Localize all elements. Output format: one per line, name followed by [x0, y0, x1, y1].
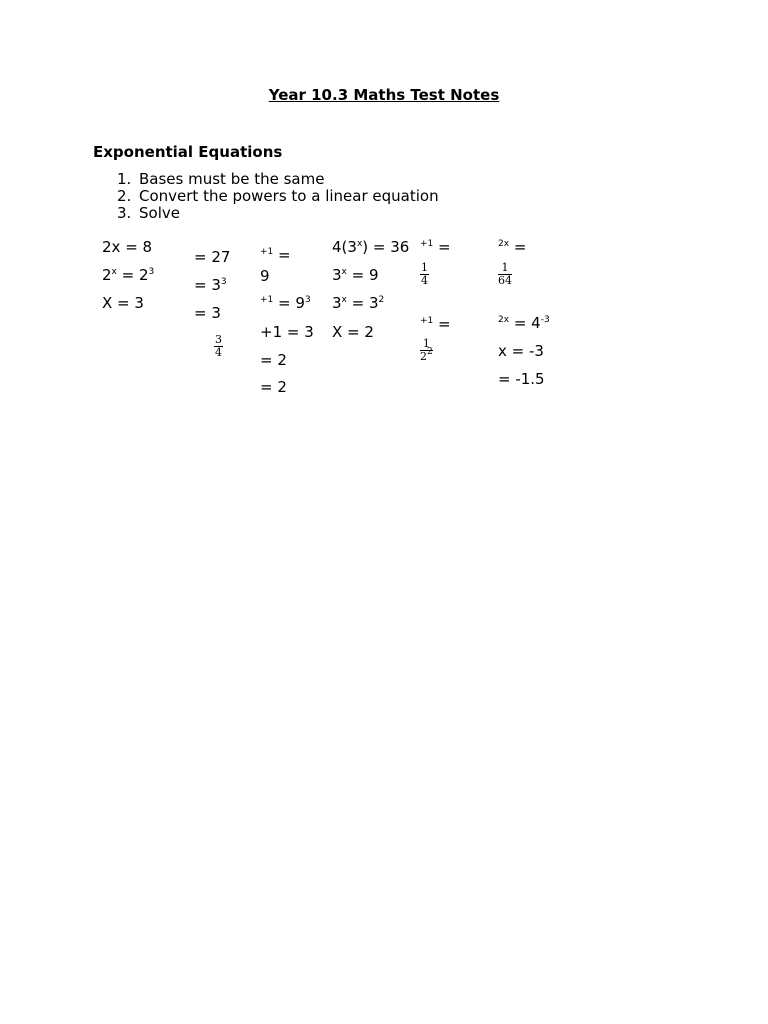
equation-line: $^{+1}$ =: [420, 238, 451, 256]
page-title: Year 10.3 Maths Test Notes: [268, 86, 500, 104]
equation-line: = 2: [260, 351, 287, 369]
equation-line: = $3^3$: [194, 276, 227, 294]
equation-line: = 3: [194, 304, 221, 322]
list-text: Solve: [139, 204, 180, 222]
list-item: [117, 188, 439, 205]
list-text: Bases must be the same: [139, 170, 325, 188]
equation-line: $3^x = 3^2$: [332, 294, 385, 312]
equation-line: $^{+1} = 9^3$: [260, 294, 311, 312]
equation-line: $^{2x} = 4^{-3}$: [498, 314, 550, 332]
equation-line: $^{+1}$ =: [260, 246, 291, 264]
equation-line: $^{2x}$ =: [498, 238, 527, 256]
worked-example-4: [332, 238, 416, 398]
fraction: $\frac{1}{2^2}$: [420, 337, 433, 363]
worked-example-3: [260, 238, 328, 396]
worked-example-1: [102, 238, 190, 398]
list-text: Convert the powers to a linear equation: [139, 187, 439, 205]
equation-line: x = -3: [498, 342, 544, 360]
section-heading: Exponential Equations: [93, 143, 283, 161]
list-item: [117, 171, 439, 188]
fraction: $\frac{1}{64}$: [498, 261, 512, 287]
equation-line: +1 = 3: [260, 323, 314, 341]
equation-line: = 2: [260, 378, 287, 396]
steps-list: [117, 171, 439, 222]
fraction: $\frac{1}{4}$: [421, 261, 428, 287]
fraction: $\frac{3}{4}$: [215, 333, 222, 359]
worked-example-5: [420, 238, 480, 372]
equation-line: X = 3: [102, 294, 144, 312]
equation-line: 2x = 8: [102, 238, 153, 256]
equation-line: $^{+1}$ =: [420, 315, 451, 333]
equation-line: X = 2: [332, 323, 374, 341]
equation-line: = 27: [194, 248, 231, 266]
list-number: 1.: [117, 170, 132, 188]
equation-line: $2^x = 2^3$: [102, 266, 155, 284]
equation-line: $4(3^x) = 36$: [332, 238, 410, 256]
equation-line: $3^x = 9$: [332, 266, 379, 284]
list-number: 3.: [117, 204, 132, 222]
worked-example-2: [194, 238, 256, 395]
equation-line: = -1.5: [498, 370, 545, 388]
list-number: 2.: [117, 187, 132, 205]
worked-example-6: [498, 238, 568, 398]
list-item: [117, 205, 439, 222]
equation-line: 9: [260, 267, 270, 285]
